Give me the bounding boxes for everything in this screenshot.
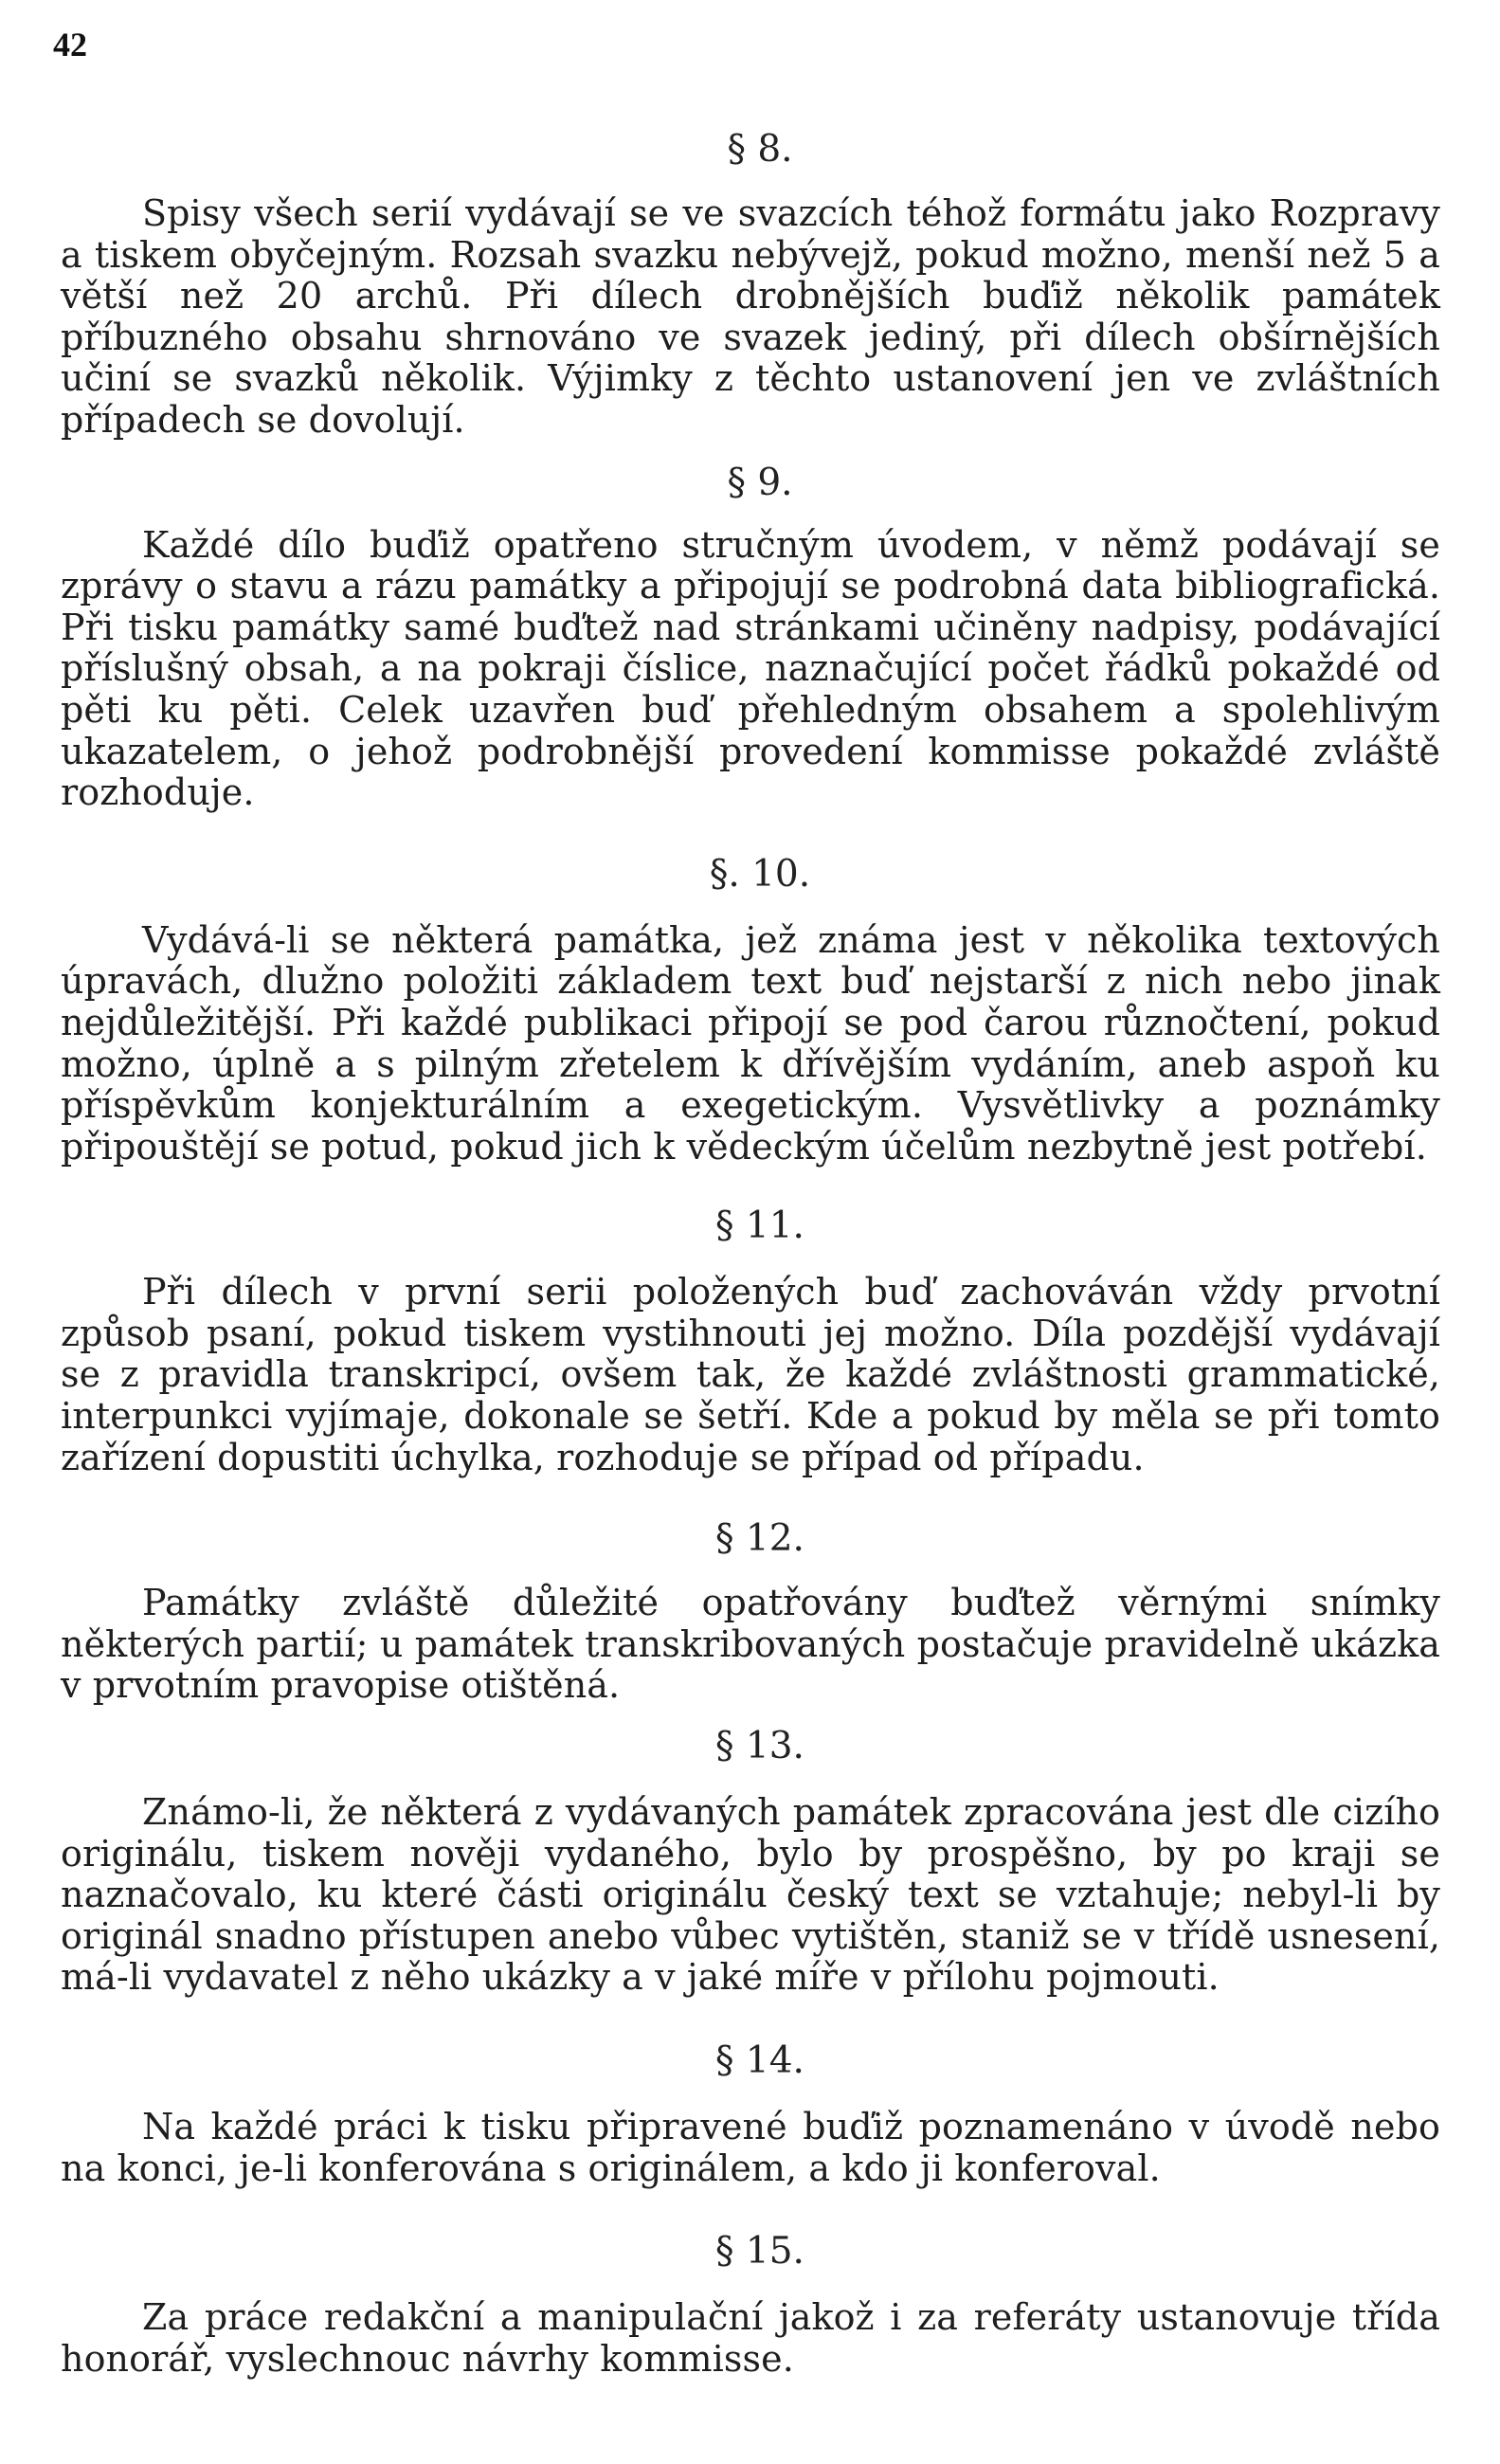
section-11 <box>61 1205 1440 1478</box>
section-heading: § 12. <box>715 1517 804 1561</box>
section-heading: § 11. <box>715 1205 804 1248</box>
section-14 <box>61 2040 1440 2189</box>
section-paragraph: Vydává-li se některá památka, jež známa jest v několika textových úpravách, dlužno položiti základem text buď nejstarší z nich nebo jinak nejdůležitější. Při každé publikaci připojí se pod čarou různočtení, pokud možno, úplně a s pilným zřetelem k dřívějším vydáním, aneb aspoň ku příspěvkům konjekturálním a exegetickým. Vysvětlivky a poznámky připouštějí se potud, pokud jich k vědeckým účelům nezbytně jest potřebí. <box>61 918 1440 1168</box>
section-9 <box>61 462 1440 814</box>
section-12 <box>61 1518 1440 1707</box>
section-13 <box>61 1726 1440 1999</box>
section-heading: § 13. <box>715 1725 804 1768</box>
section-heading: § 9. <box>727 461 793 504</box>
section-heading: § 8. <box>727 128 793 171</box>
section-paragraph: Každé dílo buďiž opatřeno stručným úvodem, v němž podávají se zprávy o stavu a rázu památky a připojují se podrobná data bibliografická. Při tisku památky samé buďtež nad stránkami učiněny nadpisy, podávající příslušný obsah, a na pokraji číslice, naznačující počet řádků pokaždé od pěti ku pěti. Celek uzavřen buď přehledným obsahem a spolehlivým ukazatelem, o jehož podrobnější provedení kommisse pokaždé zvláště rozhoduje. <box>61 523 1440 814</box>
document-body <box>61 129 1440 2380</box>
section-heading: § 14. <box>715 2039 804 2082</box>
section-paragraph: Za práce redakční a manipulační jakož i za referáty ustanovuje třída honorář, vyslechnouc návrhy kommisse. <box>61 2296 1440 2380</box>
section-paragraph: Při dílech v první serii položených buď zachováván vždy prvotní způsob psaní, pokud tiskem vystihnouti jej možno. Díla pozdější vydávají se z pravidla transkripcí, ovšem tak, že každé zvláštnosti grammatické, interpunkci vyjímaje, dokonale se šetří. Kde a pokud by měla se při tomto zařízení dopustiti úchylka, rozhoduje se případ od případu. <box>61 1271 1440 1478</box>
section-10 <box>61 854 1440 1169</box>
section-heading: § 15. <box>715 2230 804 2274</box>
section-15 <box>61 2231 1440 2380</box>
section-heading: §. 10. <box>709 852 811 896</box>
section-paragraph: Známo-li, že některá z vydávaných památek zpracována jest dle cizího originálu, tiskem nověji vydaného, bylo by prospěšno, by po kraji se naznačovalo, ku které části originálu český text se vztahuje; nebyl-li by originál snadno přístupen anebo vůbec vytištěn, staniž se v třídě usnesení, má-li vydavatel z něho ukázky a v jaké míře v přílohu pojmouti. <box>61 1791 1440 1999</box>
section-paragraph: Na každé práci k tisku připravené buďiž poznamenáno v úvodě nebo na konci, je-li konferována s originálem, a kdo ji konferoval. <box>61 2106 1440 2189</box>
section-paragraph: Památky zvláště důležité opatřovány buďtež věrnými snímky některých partií; u památek transkribovaných postačuje pravidelně ukázka v prvotním pravopise otištěná. <box>61 1582 1440 1707</box>
section-8 <box>61 129 1440 442</box>
page-number: 42 <box>53 26 87 63</box>
section-paragraph: Spisy všech serií vydávají se ve svazcích téhož formátu jako Rozpravy a tiskem obyčejným. Rozsah svazku nebývejž, pokud možno, menší než 5 a větší než 20 archů. Při dílech drobnějších buďiž několik památek příbuzného obsahu shrnováno ve svazek jediný, při dílech obšírnějších učiní se svazků několik. Výjimky z těchto ustanovení jen ve zvláštních případech se dovolují. <box>61 192 1440 441</box>
